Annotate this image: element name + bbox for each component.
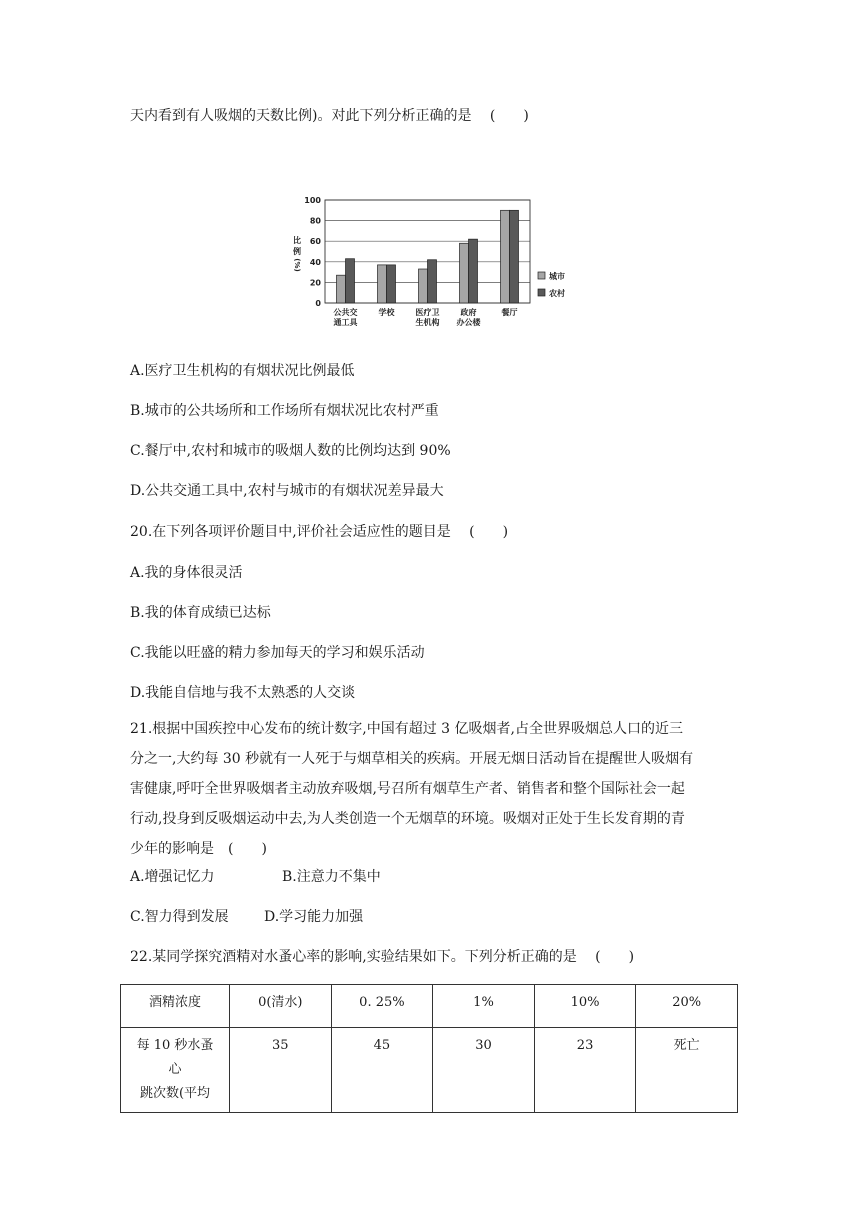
y-tick-label: 60: [309, 237, 321, 247]
y-tick-label: 100: [304, 196, 321, 205]
q20-option-c: C.我能以旺盛的精力参加每天的学习和娱乐活动: [130, 645, 425, 661]
q21-options-row-1: [130, 867, 381, 887]
legend-swatch: [538, 289, 545, 296]
y-tick-label: 20: [309, 278, 321, 288]
bar-农村: [510, 210, 519, 303]
table-row-label: [121, 1028, 230, 1113]
bar-农村: [387, 265, 396, 303]
legend-swatch: [538, 272, 545, 279]
table-header-cell: 10%: [534, 985, 636, 1028]
row-label-line: 每 10 秒水蚤: [136, 1038, 214, 1053]
table-row: [121, 1028, 738, 1113]
q19-stem-tail: [130, 106, 529, 126]
q19-option-a: A.医疗卫生机构的有烟状况比例最低: [130, 363, 355, 379]
table-cell: 死亡: [636, 1028, 738, 1113]
y-axis-label-char: 比: [293, 236, 301, 245]
alcohol-heartrate-table: [120, 984, 738, 1113]
table-header-cell: 酒精浓度: [121, 985, 230, 1028]
row-label-line: 心: [168, 1062, 182, 1077]
q19-stem-text: 天内看到有人吸烟的天数比例)。对此下列分析正确的是: [130, 108, 472, 124]
y-tick-label: 0: [315, 299, 321, 308]
x-tick-label: 医疗卫: [415, 308, 440, 317]
y-tick-label: 40: [309, 257, 321, 267]
q22-answer-paren: ( ): [595, 949, 635, 965]
x-tick-label: 公共交: [333, 308, 358, 317]
table-cell: 35: [230, 1028, 332, 1113]
q21-stem-line: 21.根据中国疾控中心发布的统计数字,中国有超过 3 亿吸烟者,占全世界吸烟总人口的近三: [130, 721, 683, 737]
bar-城市: [378, 265, 387, 303]
bar-农村: [346, 259, 355, 303]
q19-option-c: C.餐厅中,农村和城市的吸烟人数的比例均达到 90%: [130, 443, 451, 459]
q22-stem: [130, 947, 634, 967]
q21-options-row-2: [130, 907, 363, 927]
q20-option-d: D.我能自信地与我不太熟悉的人交谈: [130, 685, 356, 701]
q20-stem-text: 20.在下列各项评价题目中,评价社会适应性的题目是: [130, 524, 451, 540]
q20-answer-paren: ( ): [469, 524, 509, 540]
table-header-cell: 20%: [636, 985, 738, 1028]
bar-chart-svg: [285, 188, 585, 338]
q19-answer-paren: ( ): [489, 108, 529, 124]
table-cell: 23: [534, 1028, 636, 1113]
table-header-cell: 1%: [433, 985, 535, 1028]
q21-stem-line: 行动,投身到反吸烟运动中去,为人类创造一个无烟草的环境。吸烟对正处于生长发育期的青: [130, 811, 685, 827]
bar-城市: [419, 269, 428, 303]
smoking-bar-chart: [285, 188, 585, 338]
legend-label: 城市: [549, 272, 565, 281]
bar-农村: [469, 239, 478, 303]
y-axis-unit: (%): [293, 258, 301, 272]
x-tick-label: 办公楼: [456, 318, 481, 327]
bar-城市: [337, 275, 346, 303]
x-tick-label: 餐厅: [501, 308, 518, 317]
table-header-cell: 0(清水): [230, 985, 332, 1028]
x-tick-label: 通工具: [333, 318, 358, 327]
y-tick-label: 80: [309, 216, 321, 226]
q21-option-c: C.智力得到发展: [130, 909, 229, 925]
x-tick-label: 政府: [460, 308, 477, 317]
bar-城市: [460, 243, 469, 303]
q19-option-b: B.城市的公共场所和工作场所有烟状况比农村严重: [130, 403, 439, 419]
table-cell: 45: [331, 1028, 433, 1113]
q22-stem-text: 22.某同学探究酒精对水蚤心率的影响,实验结果如下。下列分析正确的是: [130, 949, 577, 965]
table-header-cell: 0. 25%: [331, 985, 433, 1028]
q20-option-a: A.我的身体很灵活: [130, 565, 243, 581]
q21-stem: [130, 714, 740, 864]
table-cell: 30: [433, 1028, 535, 1113]
q20-option-b: B.我的体育成绩已达标: [130, 605, 271, 621]
bar-城市: [501, 210, 510, 303]
bar-农村: [428, 260, 437, 303]
q21-option-d: D.学习能力加强: [264, 909, 364, 925]
q20-stem: [130, 522, 508, 542]
legend-label: 农村: [549, 289, 565, 298]
table-header-row: [121, 985, 738, 1028]
q21-option-b: B.注意力不集中: [282, 869, 381, 885]
x-tick-label: 学校: [378, 308, 395, 317]
q21-stem-line: 害健康,呼吁全世界吸烟者主动放弃吸烟,号召所有烟草生产者、销售者和整个国际社会一起: [130, 781, 685, 797]
q21-option-a: A.增强记忆力: [130, 869, 215, 885]
x-tick-label: 生机构: [415, 318, 440, 327]
q21-stem-line: 少年的影响是 ( ): [130, 841, 267, 857]
y-axis-label-char: 例: [293, 247, 301, 256]
q19-option-d: D.公共交通工具中,农村与城市的有烟状况差异最大: [130, 483, 444, 499]
row-label-line: 跳次数(平均: [139, 1086, 211, 1101]
q21-stem-line: 分之一,大约每 30 秒就有一人死于与烟草相关的疾病。开展无烟日活动旨在提醒世人吸烟有: [130, 751, 694, 767]
